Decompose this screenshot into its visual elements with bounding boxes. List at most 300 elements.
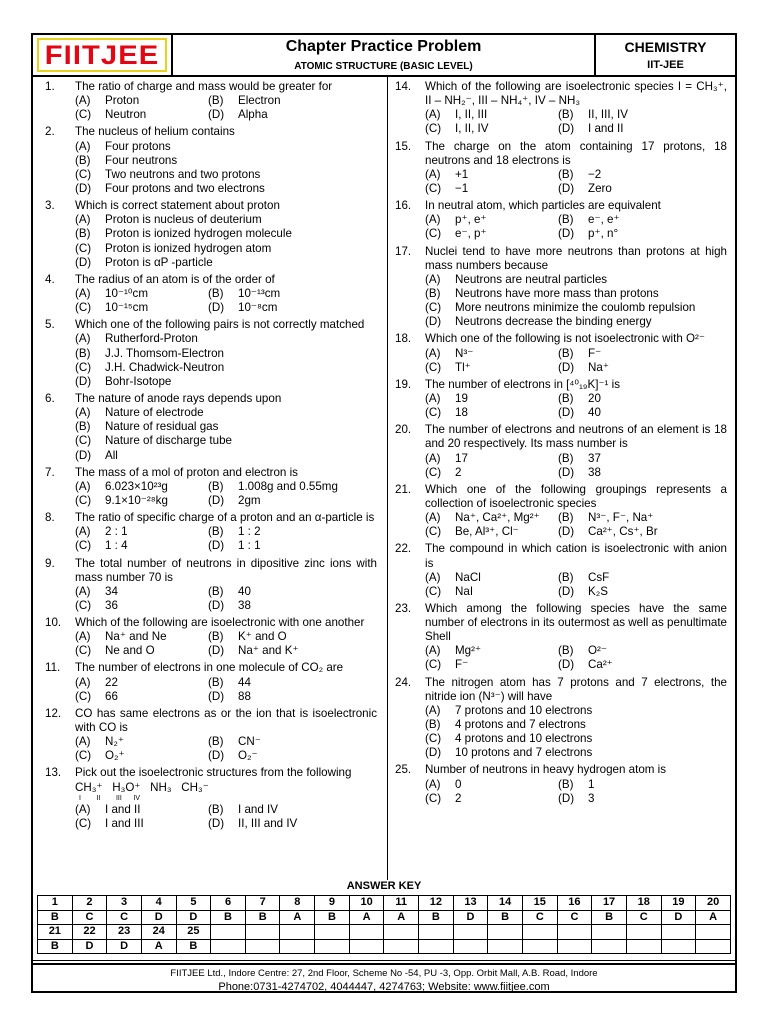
- answer-key-cell: A: [384, 910, 419, 924]
- option-letter: (D): [558, 658, 575, 672]
- option-text: N³⁻: [455, 346, 474, 360]
- option-item: [208, 817, 377, 831]
- question-number: 18.: [395, 332, 412, 346]
- answer-key-cell: [626, 925, 661, 939]
- option-item: [558, 452, 727, 466]
- answer-key-cell: [419, 939, 454, 953]
- option-letter: (D): [208, 539, 225, 553]
- option-letter: (D): [558, 791, 575, 805]
- left-question-column: [45, 80, 377, 832]
- options-list: [75, 287, 377, 315]
- option-item: [558, 347, 727, 361]
- question-item: [45, 661, 377, 706]
- question-number: 13.: [45, 766, 62, 780]
- option-text: II, III and IV: [238, 817, 298, 831]
- question-number: 2.: [45, 125, 55, 139]
- answer-key-cell: B: [488, 910, 523, 924]
- option-text: Mg²⁺: [455, 644, 482, 658]
- option-letter: (C): [75, 434, 92, 448]
- question-number: 8.: [45, 511, 55, 525]
- option-text: NaI: [455, 584, 474, 598]
- option-item: [208, 525, 377, 539]
- answer-key-cell: [557, 939, 592, 953]
- option-item: [75, 347, 377, 361]
- option-text: NaCl: [455, 570, 481, 584]
- option-letter: (B): [558, 777, 574, 791]
- question-text: The ratio of specific charge of a proton and an α-particle is: [75, 511, 375, 525]
- option-text: e⁻, e⁺: [588, 213, 620, 227]
- option-letter: (B): [208, 479, 224, 493]
- option-letter: (D): [558, 181, 575, 195]
- option-text: Proton is ionized hydrogen molecule: [105, 227, 292, 241]
- option-letter: (D): [558, 465, 575, 479]
- option-text: 38: [588, 465, 601, 479]
- answer-key-cell: [384, 925, 419, 939]
- option-item: [208, 735, 377, 749]
- question-number: 10.: [45, 616, 62, 630]
- options-list: [425, 571, 727, 599]
- option-item: [558, 392, 727, 406]
- options-list: [75, 676, 377, 704]
- option-text: I, II, III: [455, 108, 488, 122]
- answer-key-cell: [349, 939, 384, 953]
- option-item: [75, 301, 208, 315]
- option-item: [425, 658, 558, 672]
- option-letter: (A): [75, 406, 91, 420]
- fiitjee-logo: FIITJEE: [37, 38, 167, 72]
- option-letter: (C): [75, 749, 92, 763]
- option-item: [75, 480, 208, 494]
- answer-key-cell: [245, 939, 280, 953]
- option-letter: (D): [208, 749, 225, 763]
- option-item: [558, 122, 727, 136]
- option-item: [75, 332, 377, 346]
- option-item: [208, 301, 377, 315]
- option-text: Na⁺: [588, 360, 609, 374]
- answer-key-cell: 14: [488, 896, 523, 910]
- option-item: [75, 585, 208, 599]
- option-letter: (B): [208, 675, 224, 689]
- option-letter: (D): [558, 227, 575, 241]
- option-item: [75, 140, 377, 154]
- option-letter: (D): [558, 584, 575, 598]
- option-item: [75, 494, 208, 508]
- option-letter: (A): [425, 703, 441, 717]
- option-text: −2: [588, 167, 602, 181]
- question-number: 21.: [395, 482, 412, 496]
- option-text: Four protons: [105, 139, 171, 153]
- option-item: [208, 676, 377, 690]
- answer-key-cell: [696, 925, 731, 939]
- option-letter: (C): [75, 817, 92, 831]
- option-letter: (D): [75, 181, 92, 195]
- options-list: [75, 525, 377, 553]
- option-item: [75, 94, 208, 108]
- option-item: [558, 792, 727, 806]
- answer-key-cell: [384, 939, 419, 953]
- option-text: Four neutrons: [105, 153, 178, 167]
- question-text: CO has same electrons as or the ion that is isoelectronic with CO is: [75, 706, 377, 735]
- option-text: Neutrons are neutral particles: [455, 272, 608, 286]
- option-letter: (C): [75, 108, 92, 122]
- answer-key-cell: C: [72, 910, 107, 924]
- question-item: [395, 676, 727, 764]
- option-letter: (D): [208, 689, 225, 703]
- answer-key-cell: B: [315, 910, 350, 924]
- option-text: 4 protons and 10 electrons: [455, 732, 593, 746]
- option-text: 1 : 2: [238, 525, 261, 539]
- question-item: [45, 80, 377, 125]
- option-item: [425, 511, 558, 525]
- option-text: Na⁺ and Ne: [105, 630, 167, 644]
- option-text: Nature of electrode: [105, 406, 204, 420]
- option-letter: (A): [425, 213, 441, 227]
- option-item: [558, 525, 727, 539]
- option-text: 7 protons and 10 electrons: [455, 703, 593, 717]
- option-item: [75, 630, 208, 644]
- option-letter: (C): [425, 181, 442, 195]
- answer-key-cell: 8: [280, 896, 315, 910]
- option-letter: (C): [425, 658, 442, 672]
- option-letter: (C): [425, 301, 442, 315]
- option-text: Electron: [238, 94, 281, 108]
- answer-key-cell: C: [626, 910, 661, 924]
- options-list: [425, 704, 727, 761]
- question-item: [45, 466, 377, 511]
- page-frame: [31, 33, 737, 993]
- option-item: [558, 168, 727, 182]
- question-number: 24.: [395, 675, 412, 689]
- option-item: [425, 732, 727, 746]
- option-text: 17: [455, 451, 468, 465]
- option-text: CsF: [588, 570, 610, 584]
- right-question-column: [395, 80, 727, 806]
- answer-key-cell: A: [280, 910, 315, 924]
- question-text: The charge on the atom containing 17 protons, 18 neutrons and 18 electrons is: [425, 139, 727, 167]
- option-item: [208, 539, 377, 553]
- answer-key-cell: [592, 939, 627, 953]
- option-letter: (B): [558, 644, 574, 658]
- answer-key-cell: 6: [211, 896, 246, 910]
- options-list: [75, 406, 377, 463]
- option-item: [558, 658, 727, 672]
- answer-key-cell: [488, 939, 523, 953]
- option-text: 10 protons and 7 electrons: [455, 746, 593, 760]
- answer-key-cell: [280, 925, 315, 939]
- option-letter: (C): [75, 644, 92, 658]
- option-text: Proton: [105, 94, 140, 108]
- answer-key-cell: 20: [696, 896, 731, 910]
- options-list: [75, 213, 377, 270]
- option-letter: (C): [75, 301, 92, 315]
- option-text: e⁻, p⁺: [455, 227, 487, 241]
- option-text: 88: [238, 689, 251, 703]
- option-letter: (B): [208, 630, 224, 644]
- option-letter: (A): [425, 108, 441, 122]
- option-letter: (C): [75, 689, 92, 703]
- option-letter: (C): [75, 167, 92, 181]
- option-item: [75, 361, 377, 375]
- answer-key-cell: A: [141, 939, 176, 953]
- option-letter: (C): [75, 493, 92, 507]
- option-item: [425, 287, 727, 301]
- option-letter: (D): [558, 525, 575, 539]
- question-text: The nitrogen atom has 7 protons and 7 electrons, the nitride ion (N³⁻) will have: [425, 675, 727, 703]
- option-text: 1: [588, 777, 595, 791]
- question-text: The radius of an atom is of the order of: [75, 272, 275, 286]
- option-item: [75, 108, 208, 122]
- question-item: [45, 273, 377, 318]
- answer-key-cell: 15: [522, 896, 557, 910]
- answer-key-title: ANSWER KEY: [346, 880, 422, 892]
- option-item: [208, 480, 377, 494]
- option-text: 10⁻¹⁵cm: [105, 301, 149, 315]
- option-text: Proton is αP -particle: [105, 255, 213, 269]
- answer-key-cell: 9: [315, 896, 350, 910]
- answer-key-cell: B: [245, 910, 280, 924]
- answer-key-number-row: [38, 925, 731, 939]
- options-list: [75, 630, 377, 658]
- option-item: [425, 778, 558, 792]
- option-letter: (A): [75, 803, 91, 817]
- question-text: Which one of the following pairs is not correctly matched: [75, 318, 365, 332]
- option-item: [75, 154, 377, 168]
- option-text: 1 : 1: [238, 539, 261, 553]
- option-letter: (D): [425, 315, 442, 329]
- answer-key-cell: D: [453, 910, 488, 924]
- option-item: [75, 434, 377, 448]
- option-item: [425, 466, 558, 480]
- option-text: I and II: [105, 803, 141, 817]
- option-text: K⁺ and O: [238, 630, 287, 644]
- option-letter: (D): [75, 255, 92, 269]
- answer-key-cell: 13: [453, 896, 488, 910]
- option-item: [425, 718, 727, 732]
- option-text: Be, Al³⁺, Cl⁻: [455, 525, 519, 539]
- option-item: [425, 792, 558, 806]
- question-number: 4.: [45, 272, 55, 286]
- option-letter: (D): [75, 374, 92, 388]
- options-list: [75, 332, 377, 389]
- option-item: [208, 287, 377, 301]
- option-text: 1.008g and 0.55mg: [238, 479, 338, 493]
- option-text: F⁻: [455, 658, 469, 672]
- answer-key-cell: 21: [38, 925, 73, 939]
- answer-key-cell: D: [176, 910, 211, 924]
- subject-name: CHEMISTRY: [624, 39, 707, 55]
- option-item: [75, 749, 208, 763]
- option-letter: (A): [425, 272, 441, 286]
- option-text: Two neutrons and two protons: [105, 167, 261, 181]
- options-list: [75, 735, 377, 763]
- option-item: [425, 315, 727, 329]
- option-text: I and II: [588, 122, 624, 136]
- option-letter: (C): [75, 241, 92, 255]
- question-text: Number of neutrons in heavy hydrogen atom is: [425, 763, 667, 777]
- option-text: K₂S: [588, 584, 608, 598]
- answer-key-cell: 22: [72, 925, 107, 939]
- answer-key-cell: B: [38, 939, 73, 953]
- question-item: [395, 542, 727, 602]
- option-item: [75, 375, 377, 389]
- option-letter: (B): [75, 153, 91, 167]
- option-item: [208, 94, 377, 108]
- option-item: [558, 778, 727, 792]
- option-item: [75, 676, 208, 690]
- option-text: 2gm: [238, 493, 261, 507]
- answer-key-cell: 2: [72, 896, 107, 910]
- option-letter: (B): [425, 286, 441, 300]
- question-text: The number of electrons in [⁴⁰₁₉K]⁻¹ is: [425, 377, 621, 391]
- answer-key-cell: [453, 939, 488, 953]
- footer-contact: Phone:0731-4274702, 4044447, 4274763; Website: www.fiitjee.com: [218, 980, 550, 993]
- option-letter: (B): [558, 167, 574, 181]
- option-text: 36: [105, 598, 118, 612]
- answer-key-cell: 25: [176, 925, 211, 939]
- option-item: [425, 182, 558, 196]
- exam-name: IIT-JEE: [647, 59, 684, 72]
- option-letter: (D): [558, 122, 575, 136]
- question-item: [395, 245, 727, 333]
- answer-key-cell: 23: [107, 925, 142, 939]
- question-formula-labels: I II III IV: [79, 794, 141, 802]
- question-text: Which is correct statement about proton: [75, 199, 280, 213]
- option-letter: (D): [558, 360, 575, 374]
- answer-key-cell: B: [419, 910, 454, 924]
- answer-key-cell: 12: [419, 896, 454, 910]
- option-letter: (A): [75, 213, 91, 227]
- option-text: +1: [455, 167, 469, 181]
- option-text: Bohr-Isotope: [105, 374, 172, 388]
- answer-key-cell: [626, 939, 661, 953]
- header-title-block: [173, 37, 594, 73]
- question-item: [395, 378, 727, 423]
- option-text: 2 : 1: [105, 525, 128, 539]
- option-letter: (A): [75, 479, 91, 493]
- options-list: [425, 511, 727, 539]
- option-text: 40: [588, 406, 601, 420]
- option-item: [75, 168, 377, 182]
- question-number: 22.: [395, 542, 412, 556]
- option-item: [75, 735, 208, 749]
- question-item: [45, 392, 377, 466]
- option-text: Ca²⁺, Cs⁺, Br: [588, 525, 658, 539]
- question-number: 9.: [45, 556, 55, 570]
- option-text: Na⁺, Ca²⁺, Mg²⁺: [455, 511, 540, 525]
- option-item: [208, 803, 377, 817]
- option-text: Neutron: [105, 108, 147, 122]
- option-letter: (A): [425, 777, 441, 791]
- option-item: [208, 108, 377, 122]
- question-formula-line: CH₃⁺ H₃O⁺ NH₃ CH₃⁻: [75, 780, 209, 794]
- options-list: [425, 168, 727, 196]
- option-item: [558, 406, 727, 420]
- question-item: [45, 199, 377, 273]
- option-item: [558, 361, 727, 375]
- options-list: [425, 213, 727, 241]
- question-number: 20.: [395, 423, 412, 437]
- answer-key-cell: D: [661, 910, 696, 924]
- answer-key-cell: D: [107, 939, 142, 953]
- page-footer: [33, 963, 735, 994]
- question-number: 15.: [395, 139, 412, 153]
- options-list: [75, 94, 377, 122]
- options-list: [75, 480, 377, 508]
- answer-key-cell: D: [72, 939, 107, 953]
- answer-key-cell: [349, 925, 384, 939]
- option-text: 10⁻⁸cm: [238, 301, 278, 315]
- answer-key-answer-row: [38, 939, 731, 953]
- option-letter: (B): [558, 391, 574, 405]
- option-text: 37: [588, 451, 601, 465]
- option-text: 1 : 4: [105, 539, 128, 553]
- option-text: 38: [238, 598, 251, 612]
- option-text: 34: [105, 584, 118, 598]
- option-letter: (B): [208, 286, 224, 300]
- answer-key-cell: B: [38, 910, 73, 924]
- option-letter: (C): [425, 791, 442, 805]
- question-item: [45, 125, 377, 199]
- option-text: N³⁻, F⁻, Na⁺: [588, 511, 654, 525]
- option-text: II, III, IV: [588, 108, 628, 122]
- option-text: 66: [105, 689, 118, 703]
- option-letter: (A): [75, 525, 91, 539]
- answer-key-cell: B: [592, 910, 627, 924]
- question-item: [395, 423, 727, 483]
- question-number: 11.: [45, 661, 61, 675]
- option-letter: (B): [75, 346, 91, 360]
- answer-key-cell: 5: [176, 896, 211, 910]
- option-letter: (A): [75, 286, 91, 300]
- header-subject-block: [596, 37, 735, 72]
- options-list: [425, 644, 727, 672]
- question-item: [395, 199, 727, 244]
- option-text: Neutrons have more mass than protons: [455, 286, 659, 300]
- question-item: [395, 332, 727, 377]
- question-number: 1.: [45, 80, 55, 93]
- question-item: [395, 602, 727, 676]
- answer-key-cell: C: [522, 910, 557, 924]
- option-letter: (B): [425, 718, 441, 732]
- option-letter: (A): [75, 735, 91, 749]
- options-list: [425, 452, 727, 480]
- option-item: [425, 644, 558, 658]
- question-number: 19.: [395, 377, 412, 391]
- option-text: Nature of discharge tube: [105, 434, 232, 448]
- answer-key-cell: [696, 939, 731, 953]
- option-letter: (B): [208, 94, 224, 108]
- option-item: [75, 599, 208, 613]
- option-text: Nature of residual gas: [105, 420, 219, 434]
- options-list: [425, 392, 727, 420]
- option-text: O₂⁻: [238, 749, 258, 763]
- option-letter: (A): [75, 584, 91, 598]
- answer-key-cell: 1: [38, 896, 73, 910]
- options-list: [75, 803, 377, 831]
- option-letter: (A): [425, 167, 441, 181]
- option-text: Proton is nucleus of deuterium: [105, 213, 262, 227]
- option-letter: (C): [425, 406, 442, 420]
- question-number: 23.: [395, 601, 412, 615]
- option-text: 20: [588, 391, 601, 405]
- option-letter: (A): [425, 570, 441, 584]
- option-letter: (B): [558, 346, 574, 360]
- option-item: [75, 449, 377, 463]
- answer-key-cell: [280, 939, 315, 953]
- question-number: 6.: [45, 391, 55, 405]
- option-letter: (B): [208, 584, 224, 598]
- option-text: O₂⁺: [105, 749, 125, 763]
